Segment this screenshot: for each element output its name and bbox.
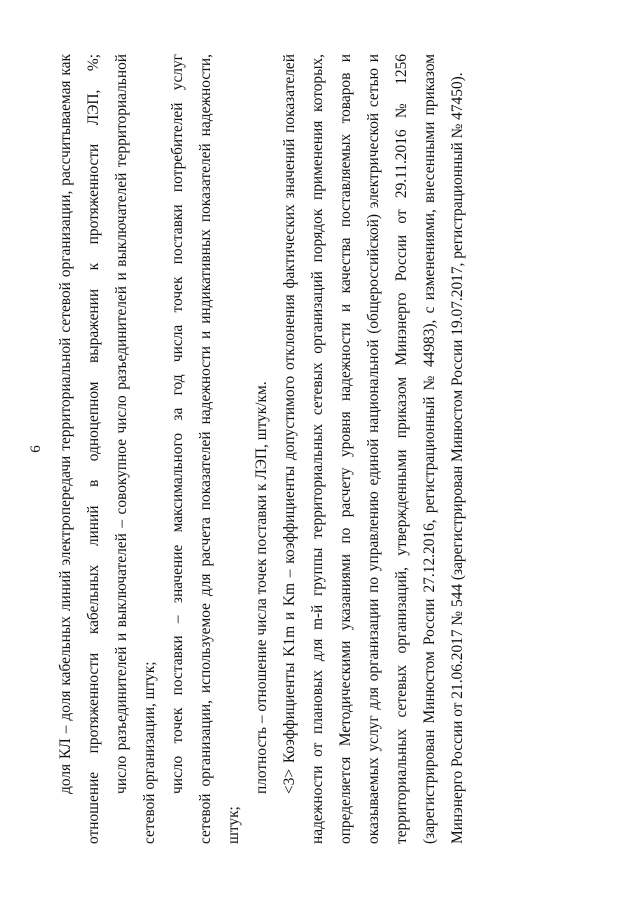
text-line: штук; (225, 806, 242, 844)
text-line: число разъединителей и выключателей – совокупное число разъединителей и выключателей территориальной (113, 54, 130, 794)
text-line: сетевой организации, используемое для расчета показателей надежности и индикативных показателей надежности, (197, 54, 214, 844)
text-line: сетевой организации, штук; (141, 661, 158, 844)
footnote-line: <3> Коэффициенты K1m и Km – коэффициенты допустимого отклонения фактических значений показателей (281, 54, 298, 794)
footnote-line: территориальных сетевых организаций, утвержденными приказом Минэнерго России от 29.11.2016 № 1256 (393, 54, 410, 844)
rotated-text-block (28, 54, 476, 844)
page-number: 6 (28, 445, 44, 453)
footnote-line: надежности от плановых для m-й группы территориальных сетевых организаций порядок применения которых, (309, 54, 326, 844)
footnote-line: Минэнерго России от 21.06.2017 № 544 (зарегистрирован Минюстом России 19.07.2017, регистрационный № 47450). (449, 72, 466, 844)
text-line: плотность – отношение числа точек поставки к ЛЭП, штук/км. (253, 381, 270, 794)
text-line: доля КЛ – доля кабельных линий электропередачи территориальной сетевой организации, рассчитываемая как (57, 54, 74, 794)
text-line: число точек поставки – значение максимального за год числа точек поставки потребителей услуг (169, 54, 186, 794)
footnote-line: (зарегистрирован Минюстом России 27.12.2016, регистрационный № 44983), с изменениями, внесенными приказом (421, 54, 438, 844)
footnote-line: оказываемых услуг для организации по управлению единой национальной (общероссийской) электрической сетью и (365, 54, 382, 844)
text-line: отношение протяженности кабельных линий в одноцепном выражении к протяженности ЛЭП, %; (85, 54, 102, 844)
footnote-line: определяется Методическими указаниями по расчету уровня надежности и качества поставляемых товаров и (337, 54, 354, 844)
